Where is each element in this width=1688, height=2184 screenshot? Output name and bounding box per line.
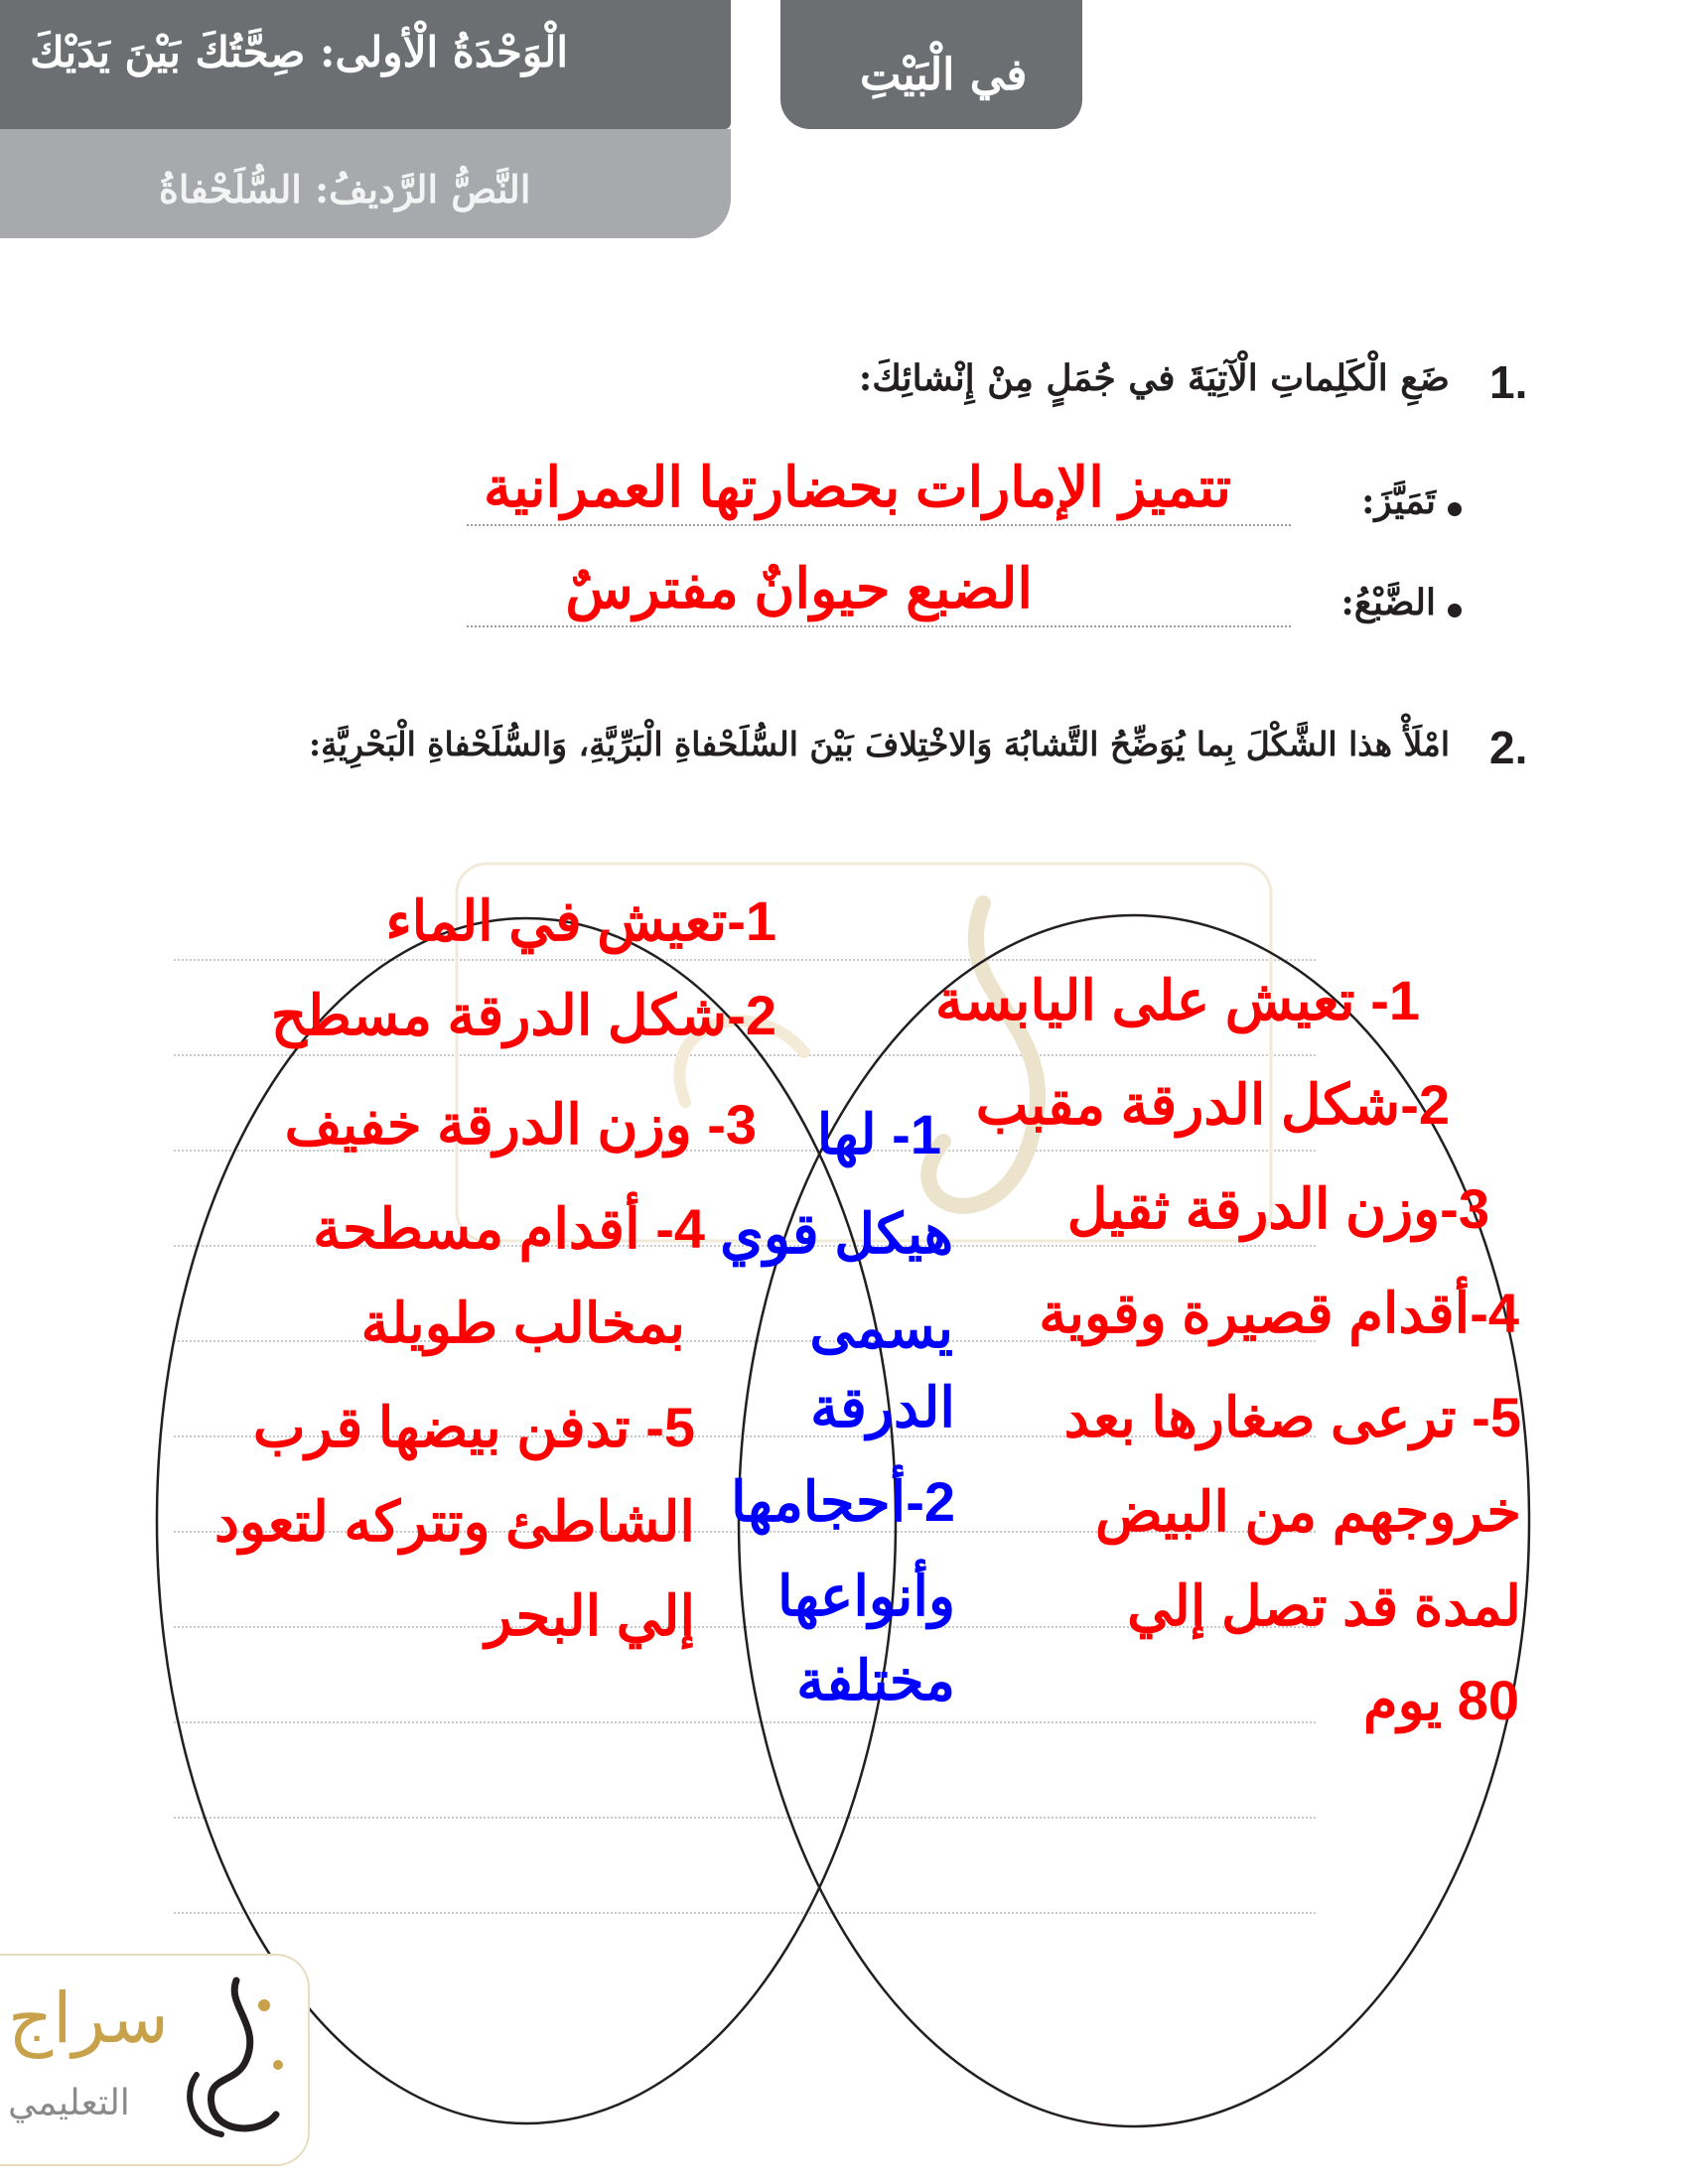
text-title: النَّصُّ الرَّديفُ: السُّلَحْفاةُ [159,167,531,211]
venn-left-line: 5- تدفن بيضها قرب [252,1396,695,1458]
q2-number: 2. [1489,722,1528,773]
q1-item-2-word: الضَّبْعُ: [1340,582,1436,623]
home-tab-label: في الْبَيْتِ [860,50,1028,100]
venn-left-line: 1-تعيش في الماء [385,889,776,952]
venn-middle-line: الدرقة [810,1376,955,1438]
venn-right-line: 3-وزن الدرقة ثقيل [1066,1177,1489,1240]
q1-prompt: ضَعِ الْكَلِماتِ الْآتِيَةَ في جُمَلٍ مِنْ إِنْشائِكَ: [858,357,1450,399]
venn-right-line: 4-أقدام قصيرة وقوية [1039,1282,1519,1344]
venn-right-line: 2-شكل الدرقة مقبب [975,1073,1450,1136]
venn-middle-line: يسمى [809,1297,953,1359]
q2-prompt: امْلَأْ هذا الشَّكْلَ بِما يُوَضِّحُ التَّشابُهَ وَالاخْتِلافَ بَيْنَ السُّلَحْفاةِ الْبَرِّيَّةِ، وَالسُّلَحْفاةِ الْبَحْرِيَّةِ: [308,725,1450,763]
venn-right-line: 5- ترعى صغارها بعد [1063,1386,1521,1448]
venn-right-line: 80 يوم [1362,1669,1519,1731]
venn-left-line: 4- أقدام مسطحة [313,1197,705,1260]
q1-item-1-word: تَمَيَّزَ: [1361,480,1436,522]
venn-left-line: الشاطئ وتتركه لتعود [214,1490,695,1553]
venn-middle-line: 2-أحجامها [730,1470,955,1533]
venn-middle-line: مختلفة [796,1649,955,1711]
siraj-logo [0,1954,310,2166]
venn-left-line: 3- وزن الدرقة خفيف [284,1093,757,1156]
q1-item-1-answer: تتميز الإمارات بحضارتها العمرانية [483,456,1231,518]
logo-name: سراج [8,1978,169,2059]
venn-middle-line: 1- لها [816,1103,941,1165]
venn-right-line: لمدة قد تصل إلي [1127,1574,1521,1637]
q1-item-2-answer: الضبع حيوانٌ مفترسٌ [565,557,1033,619]
venn-right-line: 1- تعيش على اليابسة [934,969,1420,1031]
venn-left-line: 2-شكل الدرقة مسطح [270,984,776,1046]
venn-middle-line: هيكل قوي [720,1202,953,1265]
venn-middle-line: وأنواعها [777,1565,955,1627]
venn-left-line: إلي البحر [485,1584,695,1647]
venn-left-line: بمخالب طويلة [360,1292,685,1354]
q1-number: 1. [1489,356,1528,408]
logo-subtitle: التعليمي [8,2083,130,2123]
logo-calligraphy-icon [167,1966,306,2154]
unit-title: الْوَحْدَةُ الْأولى: صِحَّتُكَ بَيْنَ يَدَيْكَ [30,28,568,76]
venn-right-line: خروجهم من البيض [1094,1480,1521,1543]
